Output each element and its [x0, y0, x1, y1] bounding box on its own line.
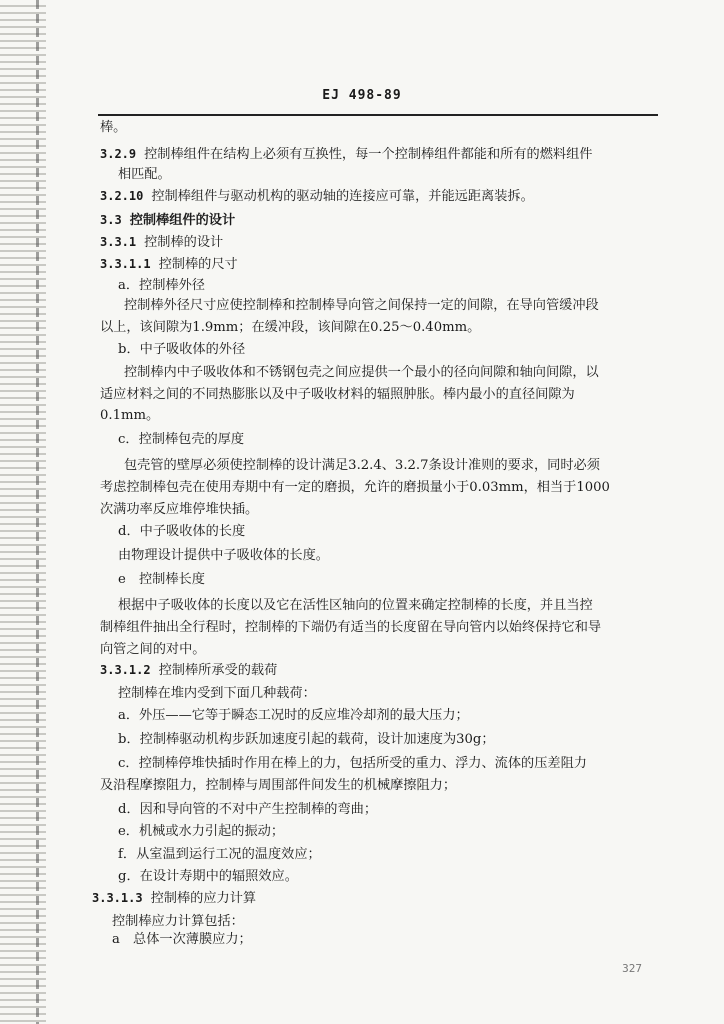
text-line	[118, 522, 245, 542]
line-text: 相匹配。	[118, 167, 171, 182]
line-text: a．控制棒外径	[118, 278, 205, 293]
line-text: 由物理设计提供中子吸收体的长度。	[118, 548, 329, 563]
section-line	[100, 144, 593, 165]
text-line	[100, 478, 610, 498]
text-line	[118, 706, 469, 726]
section-number: 3.3.1.3	[92, 891, 143, 905]
text-line	[100, 776, 456, 796]
line-text: 控制棒所承受的载荷	[158, 663, 278, 678]
text-line	[100, 640, 206, 660]
text-line	[100, 385, 575, 405]
line-text: e．机械或水力引起的振动；	[118, 824, 285, 839]
text-line	[100, 406, 159, 426]
text-line	[112, 930, 252, 950]
text-line	[118, 340, 245, 360]
line-text: 控制棒应力计算包括：	[112, 914, 244, 929]
line-text: b．中子吸收体的外径	[118, 342, 246, 357]
section-line	[92, 888, 256, 909]
line-text: a．外压——它等于瞬态工况时的反应堆冷却剂的最大压力；	[118, 708, 469, 723]
scan-binding-margin	[0, 0, 46, 1024]
text-line	[124, 363, 599, 383]
text-line	[118, 430, 244, 450]
page-number: 327	[622, 962, 642, 975]
line-text: f．从室温到运行工况的温度效应；	[118, 847, 321, 862]
text-line	[118, 165, 171, 185]
text-line	[118, 800, 377, 820]
line-text: 控制棒内中子吸收体和不锈钢包壳之间应提供一个最小的径向间隙和轴向间隙，以	[124, 365, 599, 380]
text-line	[118, 546, 329, 566]
text-line	[124, 296, 599, 316]
line-text: g．在设计寿期中的辐照效应。	[118, 869, 298, 884]
line-text: 棒。	[100, 120, 127, 135]
line-text: 控制棒在堆内受到下面几种载荷：	[118, 686, 316, 701]
line-text: 以上，该间隙为1.9mm；在缓冲段，该间隙在0.25～0.40mm。	[100, 320, 481, 335]
line-text: b．控制棒驱动机构步跃加速度引起的载荷，设计加速度为30g；	[118, 732, 495, 747]
text-line	[100, 618, 601, 638]
line-text: c．控制棒停堆快插时作用在棒上的力，包括所受的重力、浮力、流体的压差阻力	[118, 756, 587, 771]
section-line	[100, 254, 238, 275]
line-text: 控制棒的设计	[144, 235, 224, 250]
text-line	[118, 570, 205, 590]
line-text: a 总体一次薄膜应力；	[112, 932, 252, 947]
text-line	[118, 276, 205, 296]
header-rule	[98, 114, 658, 116]
line-text: 向管之间的对中。	[100, 642, 206, 657]
line-text: 控制棒组件与驱动机构的驱动轴的连接应可靠，并能远距离装拆。	[151, 189, 534, 204]
section-number: 3.3.1.1	[100, 257, 151, 271]
section-line	[100, 186, 534, 207]
line-text: 考虑控制棒包壳在使用寿期中有一定的磨损，允许的磨损量小于0.03mm，相当于1000	[100, 480, 610, 495]
text-line	[118, 822, 284, 842]
text-line	[112, 912, 244, 932]
text-line	[124, 456, 600, 476]
text-line	[100, 500, 258, 520]
line-text: d．因和导向管的不对中产生控制棒的弯曲；	[118, 802, 378, 817]
text-line	[118, 754, 587, 774]
line-text: d．中子吸收体的长度	[118, 524, 246, 539]
line-text: 控制棒的应力计算	[150, 891, 257, 906]
line-text: 制棒组件抽出全行程时，控制棒的下端仍有适当的长度留在导向管内以始终保持它和导	[100, 620, 602, 635]
line-text: 控制棒的尺寸	[158, 257, 238, 272]
section-number: 3.3.1.2	[100, 663, 151, 677]
text-line	[118, 845, 321, 865]
line-text: 0.1mm。	[100, 408, 160, 423]
line-text: 包壳管的壁厚必须使控制棒的设计满足3.2.4、3.2.7条设计准则的要求，同时必须	[124, 458, 600, 473]
text-line	[118, 867, 298, 887]
line-text: 控制棒组件的设计	[129, 213, 236, 228]
line-text: c．控制棒包壳的厚度	[118, 432, 245, 447]
line-text: 根据中子吸收体的长度以及它在活性区轴向的位置来确定控制棒的长度，并且当控	[118, 598, 593, 613]
text-line	[100, 118, 126, 138]
section-number: 3.2.9	[100, 147, 137, 161]
line-text: 适应材料之间的不同热膨胀以及中子吸收材料的辐照肿胀。棒内最小的直径间隙为	[100, 387, 575, 402]
section-number: 3.2.10	[100, 189, 144, 203]
section-number: 3.3.1	[100, 235, 137, 249]
line-text: 次满功率反应堆停堆快插。	[100, 502, 259, 517]
text-line	[118, 730, 495, 750]
text-line	[100, 318, 480, 338]
section-line	[100, 210, 235, 231]
text-line	[118, 596, 593, 616]
scan-binding-edge	[36, 0, 39, 1024]
text-line	[118, 684, 316, 704]
section-line	[100, 232, 223, 253]
section-number: 3.3	[100, 213, 122, 227]
line-text: e 控制棒长度	[118, 572, 205, 587]
document-code: EJ 498-89	[322, 88, 402, 103]
line-text: 控制棒组件在结构上必须有互换性，每一个控制棒组件都能和所有的燃料组件	[144, 147, 593, 162]
line-text: 及沿程摩擦阻力，控制棒与周围部件间发生的机械摩擦阻力；	[100, 778, 457, 793]
line-text: 控制棒外径尺寸应使控制棒和控制棒导向管之间保持一定的间隙，在导向管缓冲段	[124, 298, 599, 313]
section-line	[100, 660, 277, 681]
